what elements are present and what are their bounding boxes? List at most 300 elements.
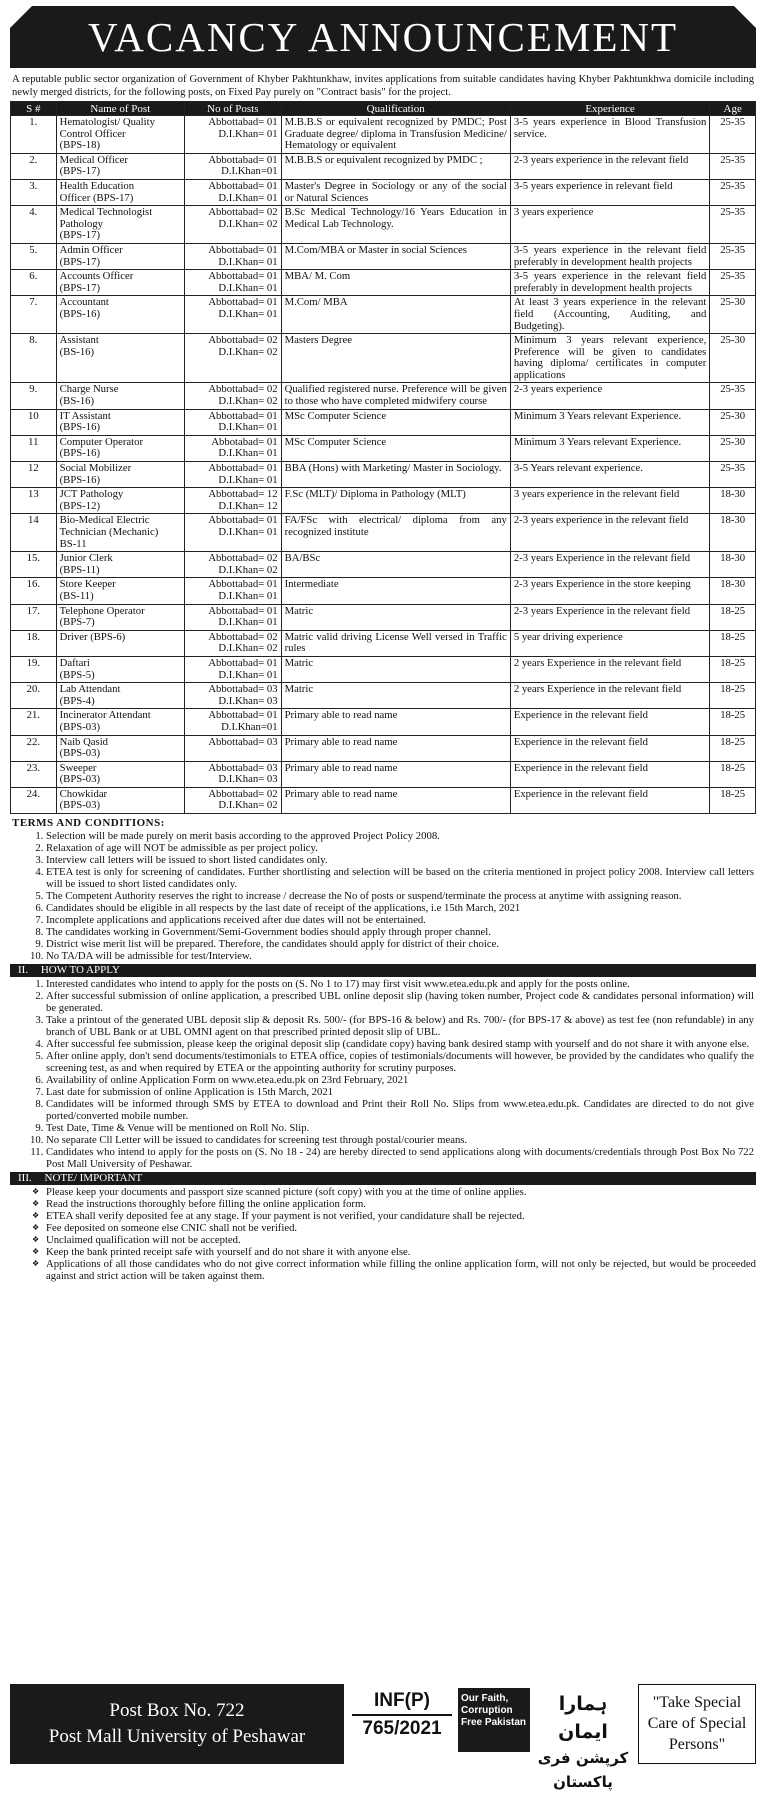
post-name-line: (BPS-7) [59,616,95,629]
row-post-name [56,552,184,578]
header-age: Age [710,102,756,116]
row-qualification: Intermediate [281,578,510,604]
row-post-name [56,243,184,269]
terms-item: 8. The candidates working in Government/Semi-Government bodies should apply through proper channel. [46,926,756,938]
row-qualification: M.B.B.S or equivalent recognized by PMDC ; [281,153,510,179]
row-experience: 3-5 years experience in relevant field [510,179,710,205]
table-row [11,383,756,409]
table-row [11,630,756,656]
post-name-line: Health Education [59,179,135,192]
row-age: 25-35 [710,462,756,488]
row-age: 25-30 [710,435,756,461]
row-qualification: Master's Degree in Sociology or any of the social or Natural Sciences [281,179,510,205]
row-posts-count [185,514,282,552]
row-age: 18-25 [710,735,756,761]
posts-count-line: Abbottabad= 01 [208,179,278,192]
banner-corner-left [10,6,32,28]
table-row [11,270,756,296]
how-to-apply-item: 1. Interested candidates who intend to apply for the posts on (S. No 1 to 17) may first visit www.etea.edu.pk and apply for the posts online. [46,978,756,990]
table-row [11,116,756,154]
terms-item: 1. Selection will be made purely on merit basis according to the approved Project Policy 2008. [46,830,756,842]
post-name-line: Bio-Medical Electric [59,514,150,527]
row-experience: Experience in the relevant field [510,761,710,787]
posts-count-line: Abbottabad= 02 [208,383,278,396]
post-name-line: (BPS-17) [59,165,101,178]
vacancy-document [10,6,756,1282]
posts-count-line: Abbottabad= 03 [208,761,278,774]
post-name-line: JCT Pathology [59,488,124,501]
special-line-3: Persons" [668,1736,726,1753]
row-serial: 18. [11,630,57,656]
row-age: 25-30 [710,409,756,435]
row-post-name [56,514,184,552]
row-serial: 17. [11,604,57,630]
note-item: ❖ Read the instructions thoroughly before filling the online application form. [46,1198,756,1210]
terms-item: 2. Relaxation of age will NOT be admissible as per project policy. [46,842,756,854]
row-post-name [56,630,184,656]
posts-count-line: Abbottabad= 01 [208,270,278,283]
row-age: 18-30 [710,552,756,578]
posts-count-line: Abbottabad= 02 [208,630,278,643]
row-post-name [56,179,184,205]
post-name-line: Store Keeper [59,578,116,591]
post-name-line: (BPS-03) [59,747,101,760]
post-name-line: Daftari [59,656,90,669]
row-posts-count [185,578,282,604]
row-age: 18-25 [710,683,756,709]
table-body [11,116,756,814]
post-name-line: Medical Officer [59,153,128,166]
how-to-apply-item: 9. Test Date, Time & Venue will be mentioned on Roll No. Slip. [46,1122,756,1134]
row-experience: Experience in the relevant field [510,735,710,761]
row-age: 25-30 [710,296,756,334]
row-qualification: B.Sc Medical Technology/16 Years Education in Medical Lab Technology. [281,206,510,244]
row-qualification: Primary able to read name [281,761,510,787]
row-serial: 23. [11,761,57,787]
row-post-name [56,153,184,179]
notes-bar [10,1172,756,1185]
row-qualification: Matric valid driving License Well versed in Traffic rules [281,630,510,656]
post-name-line: (BPS-03) [59,720,101,733]
posts-count-line: D.I.Khan= 02 [218,563,278,576]
row-post-name [56,656,184,682]
posts-count-line: Abbottabad= 01 [208,709,278,722]
row-post-name [56,735,184,761]
posts-count-line: D.I.Khan= 01 [218,191,278,204]
row-posts-count [185,683,282,709]
row-posts-count [185,179,282,205]
row-posts-count [185,735,282,761]
row-serial: 8. [11,334,57,383]
row-experience: 3 years experience [510,206,710,244]
slogan-line-3: Free Pakistan [461,1717,527,1728]
row-posts-count [185,435,282,461]
row-qualification: M.Com/ MBA [281,296,510,334]
post-name-line: Driver (BPS-6) [59,630,126,643]
row-serial: 21. [11,709,57,735]
row-qualification: M.B.B.S or equivalent recognized by PMDC; Post Graduate degree/ diploma in Transfusion Medicine/ Hematology or equivalent [281,116,510,154]
special-line-1: "Take Special [652,1694,742,1711]
post-name-line: (BPS-16) [59,447,101,460]
how-to-apply-bar [10,964,756,977]
row-qualification: Primary able to read name [281,709,510,735]
posts-count-line: Abbotabad= 01 [211,435,278,448]
row-age: 25-30 [710,334,756,383]
row-post-name [56,296,184,334]
row-posts-count [185,383,282,409]
table-row [11,243,756,269]
row-qualification: BBA (Hons) with Marketing/ Master in Sociology. [281,462,510,488]
post-name-line: (BPS-17) [59,281,101,294]
row-experience: 2-3 years Experience in the relevant field [510,552,710,578]
post-name-line: Technician (Mechanic) [59,526,159,538]
row-posts-count [185,334,282,383]
slogan-line-2: Corruption [461,1705,513,1716]
footer [10,1684,756,1791]
table-row [11,462,756,488]
row-experience: 2 years Experience in the relevant field [510,656,710,682]
how-to-apply-item: 5. After online apply, don't send documents/testimonials to ETEA office, copies of testimonials/documents will however, be provided by the candidates who qualify the screening test, as and when required by ETEA or the appointing authority for scrutiny purposes. [46,1050,756,1074]
urdu-slogan [534,1690,632,1791]
row-age: 18-25 [710,709,756,735]
row-qualification: FA/FSc with electrical/ diploma from any recognized institute [281,514,510,552]
table-row [11,409,756,435]
row-posts-count [185,488,282,514]
row-age: 25-35 [710,270,756,296]
post-name-line: (BPS-5) [59,668,95,681]
row-experience: At least 3 years experience in the relevant field (Accounting, Auditing, and Budgeting). [510,296,710,334]
row-posts-count [185,243,282,269]
posts-count-line: D.I.Khan= 02 [218,217,278,230]
note-item: ❖ Applications of all those candidates who do not give correct information while filling the online application form, will not only be rejected, but would be proceeded against and strict action will be taken against them. [46,1258,756,1282]
vacancy-table [10,101,756,814]
row-age: 18-25 [710,630,756,656]
posts-count-line: Abbottabad= 01 [208,296,278,309]
table-row [11,206,756,244]
posts-count-line: D.I.Khan= 02 [218,799,278,812]
post-name-line: Social Mobilizer [59,462,132,475]
header-qualification: Qualification [281,102,510,116]
row-serial: 9. [11,383,57,409]
row-post-name [56,462,184,488]
terms-item: 3. Interview call letters will be issued to short listed candidates only. [46,854,756,866]
posts-count-line: Abbottabad= 02 [208,334,278,347]
row-posts-count [185,409,282,435]
row-age: 18-25 [710,761,756,787]
row-posts-count [185,462,282,488]
posts-count-line: D.I.Khan= 01 [218,421,278,434]
row-serial: 19. [11,656,57,682]
table-row [11,435,756,461]
post-name-line: Medical Technologist [59,206,153,219]
row-posts-count [185,630,282,656]
posts-count-line: Abbottabad= 03 [208,683,278,696]
posts-count-line: D.I.Khan= 03 [218,694,278,707]
inf-line-1: INF(P) [374,1690,430,1711]
row-serial: 13 [11,488,57,514]
row-post-name [56,383,184,409]
posts-count-line: D.I.Khan=01 [221,720,278,733]
terms-item: 6. Candidates should be eligible in all respects by the last date of receipt of the applications, i.e 15th March, 2021 [46,902,756,914]
row-post-name [56,578,184,604]
row-experience: 2-3 years Experience in the store keeping [510,578,710,604]
row-qualification: MSc Computer Science [281,435,510,461]
terms-item: 4. ETEA test is only for screening of candidates. Further shortlisting and selection will be based on the criteria mentioned in project policy 2008. Interview call letters will be issued to short listed candidates only. [46,866,756,890]
row-serial: 6. [11,270,57,296]
header-post: Name of Post [56,102,184,116]
post-name-line: BS-11 [59,537,87,550]
row-age: 25-35 [710,243,756,269]
row-qualification: BA/BSc [281,552,510,578]
intro-paragraph: A reputable public sector organization of Government of Khyber Pakhtunkhaw, invites applications from suitable candidates having Khyber Pakhtunkhwa domicile including newly merged districts, for the following posts, on Fixed Pay purely on "Contract basis" for the project. [12,74,754,98]
row-post-name [56,683,184,709]
posts-count-line: D.I.Khan= 01 [218,307,278,320]
table-row [11,488,756,514]
posts-count-line: Abbottabad= 01 [208,514,278,527]
terms-list [10,830,756,962]
row-qualification: Masters Degree [281,334,510,383]
notes-title: NOTE/ IMPORTANT [44,1172,143,1185]
row-experience: 3 years experience in the relevant field [510,488,710,514]
row-qualification: Matric [281,683,510,709]
post-name-line: Telephone Operator [59,604,145,617]
row-qualification: F.Sc (MLT)/ Diploma in Pathology (MLT) [281,488,510,514]
how-to-apply-item: 4. After successful fee submission, please keep the original deposit slip (candidate copy) having bank desired stamp with yourself and do not share it with anyone else. [46,1038,756,1050]
terms-item: 5. The Competent Authority reserves the right to increase / decrease the No of posts or suspend/terminate the process at anytime with assigning reason. [46,890,756,902]
post-name-line: (BPS-18) [59,139,101,152]
post-name-line: Admin Officer [59,243,123,256]
posts-count-line: D.I.Khan= 02 [218,395,278,408]
posts-count-line: Abbottabad= 01 [208,243,278,256]
post-name-line: (BPS-17) [59,229,101,242]
post-name-line: (BPS-03) [59,773,101,786]
row-serial: 14 [11,514,57,552]
how-to-apply-item: 10. No separate Cll Letter will be issued to candidates for screening test through postal/courier means. [46,1134,756,1146]
table-row [11,604,756,630]
post-name-line: Lab Attendant [59,683,121,696]
row-experience: 2-3 years experience in the relevant field [510,514,710,552]
post-name-line: Officer (BPS-17) [59,191,134,204]
table-row [11,761,756,787]
header-posts: No of Posts [185,102,282,116]
posts-count-line: D.I.Khan= 01 [218,127,278,140]
row-age: 18-30 [710,514,756,552]
urdu-line-1: ہمارا ایمان [558,1693,608,1743]
row-post-name [56,270,184,296]
row-serial: 12 [11,462,57,488]
how-to-apply-item: 6. Availability of online Application Form on www.etea.edu.pk on 23rd February, 2021 [46,1074,756,1086]
inf-line-2: 765/2021 [352,1714,452,1742]
posts-count-line: Abbottabad= 01 [208,604,278,617]
row-qualification: MSc Computer Science [281,409,510,435]
post-name-line: IT Assistant [59,409,111,422]
row-age: 25-35 [710,153,756,179]
posts-count-line: Abbottabad= 01 [208,409,278,422]
posts-count-line: D.I.Khan= 01 [218,255,278,268]
row-posts-count [185,709,282,735]
row-age: 25-35 [710,383,756,409]
post-name-line: Chowkidar [59,787,108,800]
row-serial: 16. [11,578,57,604]
posts-count-line: D.I.Khan= 01 [218,616,278,629]
terms-item: 10. No TA/DA will be admissible for test/Interview. [46,950,756,962]
row-serial: 22. [11,735,57,761]
inf-code [352,1688,452,1742]
row-experience: 3-5 years experience in Blood Transfusion service. [510,116,710,154]
post-name-line: Charge Nurse [59,383,119,396]
post-name-line: (BS-16) [59,345,95,358]
notes-list [10,1186,756,1282]
row-post-name [56,206,184,244]
row-serial: 1. [11,116,57,154]
post-name-line: (BPS-16) [59,421,101,434]
how-to-apply-title: HOW TO APPLY [40,964,120,977]
table-row [11,153,756,179]
note-item: ❖ Keep the bank printed receipt safe with yourself and do not share it with anyone else. [46,1246,756,1258]
row-posts-count [185,656,282,682]
row-qualification: Primary able to read name [281,735,510,761]
terms-item: 9. District wise merit list will be prepared. Therefore, the candidates should apply for district of their choice. [46,938,756,950]
table-row [11,656,756,682]
table-row [11,735,756,761]
row-age: 18-25 [710,604,756,630]
posts-count-line: D.I.Khan= 01 [218,447,278,460]
posts-count-line: D.I.Khan= 01 [218,526,278,538]
row-experience: 2 years Experience in the relevant field [510,683,710,709]
post-name-line: Sweeper [59,761,97,774]
posts-count-line: D.I.Khan= 03 [218,773,278,786]
row-post-name [56,116,184,154]
how-to-apply-item: 2. After successful submission of online application, a prescribed UBL online deposit slip (having token number, Project code & candidates personal information) will be generated. [46,990,756,1014]
how-to-apply-item: 8. Candidates will be informed through SMS by ETEA to download and Print their Roll No. Slips from www.etea.edu.pk. Candidates are directed to do not give ported/converted mobile number. [46,1098,756,1122]
posts-count-line: D.I.Khan= 01 [218,668,278,681]
how-to-apply-item: 11. Candidates who intend to apply for the posts on (S. No 18 - 24) are hereby directed to send applications along with documents/credentials through Post Box No 722 Post Mall University of Peshawar. [46,1146,756,1170]
row-post-name [56,604,184,630]
table-header-row [11,102,756,116]
row-experience: 2-3 years experience in the relevant field [510,153,710,179]
page-title: VACANCY ANNOUNCEMENT [87,14,679,60]
slogan-line-1: Our Faith, [461,1693,509,1704]
row-qualification: Primary able to read name [281,787,510,813]
row-experience: 5 year driving experience [510,630,710,656]
row-qualification: Qualified registered nurse. Preference will be given to those who have completed midwifery course [281,383,510,409]
post-name-line: (BPS-16) [59,473,101,486]
notes-number: III. [18,1172,32,1185]
posts-count-line: Abbottabad= 01 [208,462,278,475]
note-item: ❖ Please keep your documents and passport size scanned picture (soft copy) with you at the time of online applies. [46,1186,756,1198]
table-row [11,709,756,735]
posts-count-line: D.I.Khan= 12 [218,499,278,512]
note-item: ❖ Unclaimed qualification will not be accepted. [46,1234,756,1246]
posts-count-line: Abbottabad= 01 [208,116,278,128]
row-experience: 3-5 years experience in the relevant field preferably in development health projects [510,243,710,269]
row-serial: 24. [11,787,57,813]
row-posts-count [185,153,282,179]
urdu-line-2: کرپشن فری پاکستان [537,1749,629,1791]
post-name-line: (BPS-16) [59,307,101,320]
row-posts-count [185,206,282,244]
how-to-apply-item: 3. Take a printout of the generated UBL deposit slip & deposit Rs. 500/- (for BPS-16 & below) and Rs. 700/- (for BPS-17 & above) as test fee (non refundable) in any branch of UBL Bank or at UBL OMNI agent on that prescribed printed deposit slip of UBL. [46,1014,756,1038]
posts-count-line: Abbottabad= 03 [208,735,278,748]
how-to-apply-number: II. [18,964,29,977]
row-age: 18-25 [710,656,756,682]
row-serial: 20. [11,683,57,709]
row-posts-count [185,761,282,787]
row-posts-count [185,296,282,334]
table-row [11,578,756,604]
table-row [11,296,756,334]
post-name-line: (BPS-03) [59,799,101,812]
row-posts-count [185,604,282,630]
row-experience: Experience in the relevant field [510,709,710,735]
row-post-name [56,761,184,787]
row-qualification: Matric [281,604,510,630]
row-serial: 11 [11,435,57,461]
row-age: 18-25 [710,787,756,813]
row-experience: Minimum 3 years relevant experience, Preference will be given to candidates having diploma/ certificates in computer applications [510,334,710,383]
posts-count-line: D.I.Khan= 01 [218,589,278,602]
table-row [11,787,756,813]
row-age: 25-35 [710,116,756,154]
row-experience: 2-3 years Experience in the relevant field [510,604,710,630]
banner-corner-right [734,6,756,28]
note-item: ❖ Fee deposited on someone else CNIC shall not be verified. [46,1222,756,1234]
row-post-name [56,435,184,461]
row-experience: Minimum 3 Years relevant Experience. [510,435,710,461]
row-post-name [56,334,184,383]
row-posts-count [185,552,282,578]
row-post-name [56,787,184,813]
row-age: 25-35 [710,179,756,205]
row-serial: 3. [11,179,57,205]
title-banner [10,6,756,68]
row-experience: 2-3 years experience [510,383,710,409]
post-name-line: Hematologist/ Quality [59,116,155,128]
row-serial: 5. [11,243,57,269]
table-row [11,683,756,709]
posts-count-line: Abbottabad= 12 [208,488,278,501]
post-name-line: Junior Clerk [59,552,113,565]
post-name-line: Accountant [59,296,109,309]
posts-count-line: Abbottabad= 02 [208,552,278,565]
post-name-line: Naib Qasid [59,735,109,748]
table-row [11,552,756,578]
row-serial: 10 [11,409,57,435]
terms-item: 7. Incomplete applications and applications received after due dates will not be entertained. [46,914,756,926]
how-to-apply-list [10,978,756,1170]
post-name-line: (BS-11) [59,589,94,602]
posts-count-line [188,748,278,760]
post-name-line: (BPS-11) [59,563,100,576]
posts-count-line: D.I.Khan= 01 [218,281,278,294]
row-age: 18-30 [710,578,756,604]
row-experience: Experience in the relevant field [510,787,710,813]
note-item: ❖ ETEA shall verify deposited fee at any stage. If your payment is not verified, your candidature shall be rejected. [46,1210,756,1222]
post-name-line: (BPS-12) [59,499,101,512]
row-post-name [56,409,184,435]
header-sn: S # [11,102,57,116]
row-serial: 7. [11,296,57,334]
row-posts-count [185,270,282,296]
table-row [11,179,756,205]
special-line-2: Care of Special [647,1715,747,1732]
post-name-line: (BPS-17) [59,255,101,268]
post-name-line: Pathology [59,217,103,230]
post-name-line: Control Officer [59,127,126,140]
posts-count-line: Abbottabad= 02 [208,206,278,219]
row-age: 18-30 [710,488,756,514]
post-name-line: (BPS-4) [59,694,95,707]
